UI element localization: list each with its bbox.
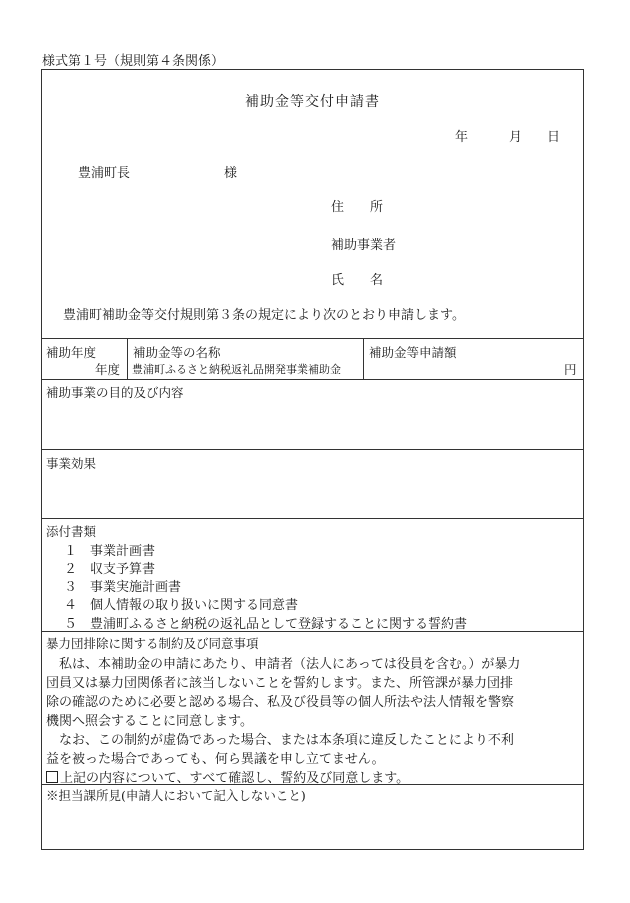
pledge-line: 機関へ照会することに同意します。 xyxy=(46,714,253,729)
pledge-line: 団員又は暴力団関係者に該当しないことを誓約します。また、所管課が暴力団排 xyxy=(46,676,513,691)
confirm-checkbox[interactable] xyxy=(46,771,58,783)
pledge-line: 除の確認のために必要と認める場合、私及び役員等の個人所法や法人情報を警察 xyxy=(46,695,515,710)
subsidy-name-label: 補助金等の名称 xyxy=(133,345,221,360)
attachment-item: ３ 事業実施計画書 xyxy=(64,580,182,595)
amount-label: 補助金等申請額 xyxy=(369,345,457,360)
pledge-line: 益を被った場合であっても、何ら異議を申し立てません。 xyxy=(46,752,385,767)
effect-label: 事業効果 xyxy=(46,456,97,471)
divider xyxy=(42,631,583,632)
form-title: 補助金等交付申請書 xyxy=(245,94,380,110)
application-form xyxy=(41,69,584,850)
pledge-label: 暴力団排除に関する制約及び同意事項 xyxy=(46,636,259,651)
confirm-text: 上記の内容について、すべて確認し、誓約及び同意します。 xyxy=(60,771,410,786)
divider xyxy=(42,518,583,519)
application-statement: 豊浦町補助金等交付規則第３条の規定により次のとおり申請します。 xyxy=(63,308,465,323)
amount-unit: 円 xyxy=(564,362,577,377)
purpose-label: 補助事業の目的及び内容 xyxy=(46,385,184,400)
attachment-item: ５ 豊浦町ふるさと納税の返礼品として登録することに関する誓約書 xyxy=(64,617,468,632)
form-number: 様式第１号（規則第４条関係） xyxy=(42,54,225,69)
applicant-address-label: 住 所 xyxy=(331,200,384,215)
honorific: 様 xyxy=(224,166,238,181)
divider xyxy=(42,449,583,450)
fiscal-year-label: 補助年度 xyxy=(46,345,97,360)
applicant-operator-label: 補助事業者 xyxy=(331,238,397,253)
divider xyxy=(42,379,583,380)
attachment-item: １ 事業計画書 xyxy=(64,544,156,559)
date-day: 日 xyxy=(547,130,561,145)
divider xyxy=(363,338,364,379)
addressee: 豊浦町長 xyxy=(78,166,131,181)
fiscal-year-unit: 年度 xyxy=(95,362,121,377)
divider xyxy=(127,338,128,379)
divider xyxy=(42,338,583,339)
office-notes-label: ※担当課所見(申請人において記入しないこと) xyxy=(46,788,306,803)
pledge-line: 私は、本補助金の申請にあたり、申請者（法人にあっては役員を含む。）が暴力 xyxy=(46,657,521,672)
subsidy-name-value: 豊浦町ふるさと納税返礼品開発事業補助金 xyxy=(132,363,341,376)
attachments-label: 添付書類 xyxy=(46,524,97,539)
pledge-line: なお、この制約が虚偽であった場合、または本条項に違反したことにより不利 xyxy=(46,733,514,748)
date-month: 月 xyxy=(509,130,523,145)
applicant-name-label: 氏 名 xyxy=(331,273,384,288)
date-year: 年 xyxy=(455,130,469,145)
attachment-item: ２ 収支予算書 xyxy=(64,562,156,577)
attachment-item: ４ 個人情報の取り扱いに関する同意書 xyxy=(64,598,299,613)
divider xyxy=(42,784,583,785)
